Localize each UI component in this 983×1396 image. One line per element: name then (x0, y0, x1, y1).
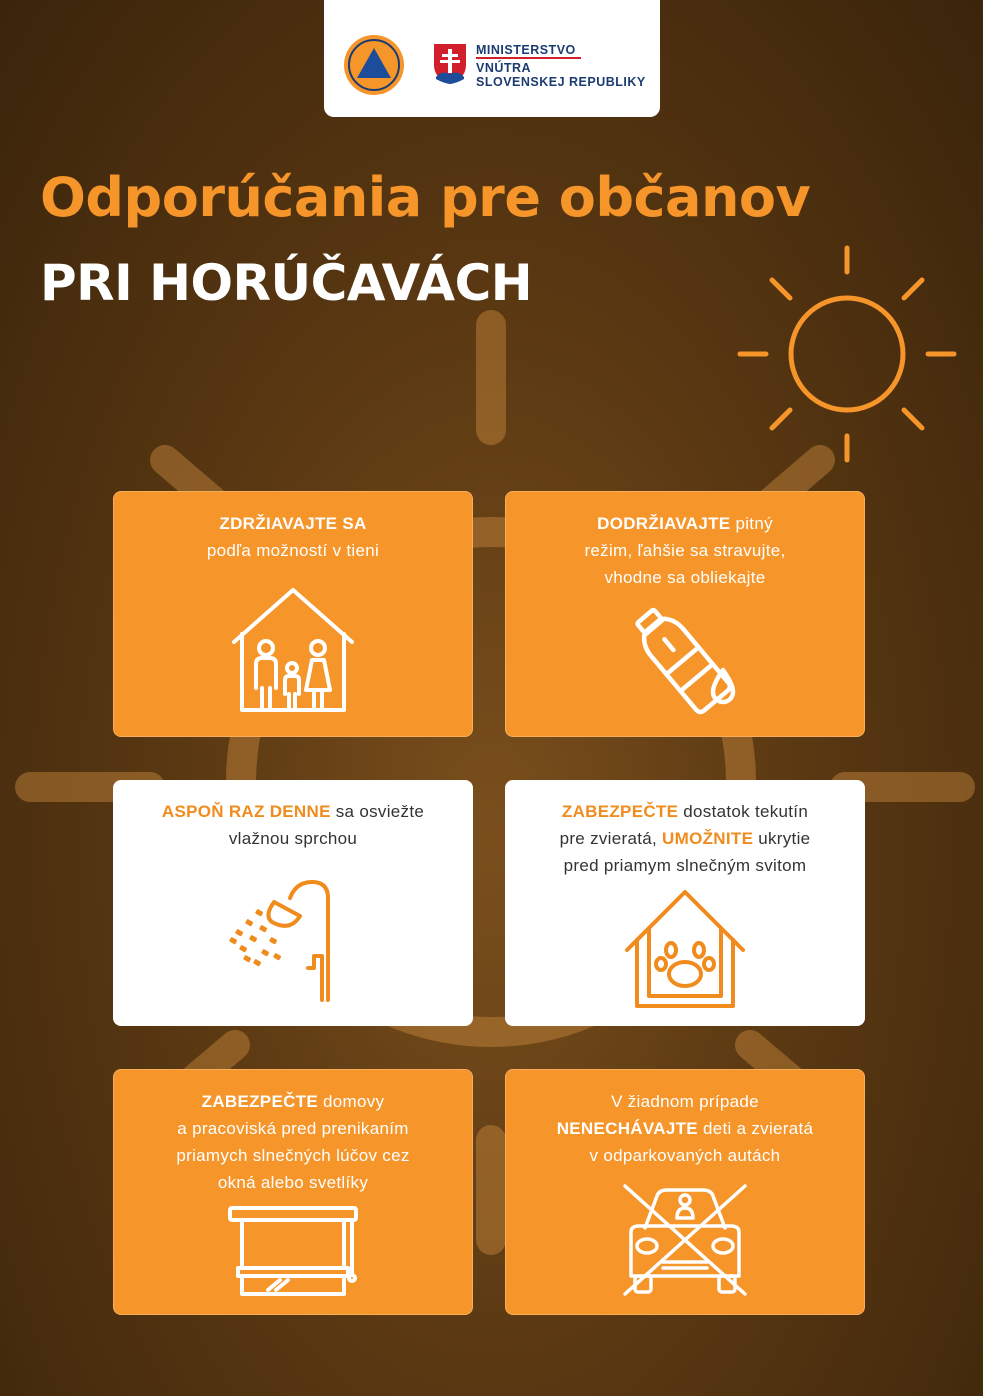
tip-rest: vlažnou sprchou (228, 829, 358, 848)
tip-bold: ASPOŇ RAZ DENNE (161, 802, 331, 821)
tip-rest: pitný (730, 514, 773, 533)
tip-rest: okná alebo svetlíky (217, 1173, 369, 1192)
tip-card-cars (505, 1069, 865, 1315)
tip-rest: deti a zvieratá (697, 1119, 814, 1138)
window-blind-icon (228, 1204, 358, 1298)
tip-bold: ZDRŽIAVAJTE SA (219, 514, 367, 533)
tip-bold: DODRŽIAVAJTE (597, 514, 731, 533)
tip-rest: v odparkovaných autách (589, 1146, 781, 1165)
water-bottle-icon (625, 596, 745, 716)
tip-rest: režim, ľahšie sa stravujte, (584, 541, 786, 560)
pet-house-icon (623, 888, 747, 1010)
tip-card-shower (113, 780, 473, 1026)
tip-text (506, 1088, 864, 1169)
tip-bold: UMOŽNITE (662, 829, 754, 848)
tip-card-pets (505, 780, 865, 1026)
tip-card-drinking (505, 491, 865, 737)
tip-text (505, 798, 865, 879)
ministry-name (476, 43, 646, 89)
ministry-line-1: MINISTERSTVO (476, 43, 581, 59)
tip-rest: sa osviežte (330, 802, 425, 821)
logo-header (324, 0, 660, 117)
ministry-line-3: SLOVENSKEJ REPUBLIKY (476, 75, 646, 89)
tip-rest: V žiadnom prípade (611, 1092, 759, 1111)
tip-card-shade (113, 491, 473, 737)
civil-protection-logo-icon (343, 34, 405, 96)
tip-text (113, 798, 473, 852)
sun-icon (736, 244, 958, 466)
tip-rest: vhodne sa obliekajte (604, 568, 766, 587)
page-subtitle: PRI HORÚČAVÁCH (40, 254, 533, 312)
tip-rest: dostatok tekutín (678, 802, 809, 821)
page-title: Odporúčania pre občanov (40, 166, 811, 229)
tip-rest: domovy (317, 1092, 385, 1111)
tip-rest: priamych slnečných lúčov cez (176, 1146, 410, 1165)
tip-text (114, 1088, 472, 1196)
tip-text (506, 510, 864, 591)
tip-rest: pred priamym slnečným svitom (563, 856, 807, 875)
tip-card-windows (113, 1069, 473, 1315)
tip-rest: pre zvieratá, (559, 829, 663, 848)
house-family-icon (228, 584, 358, 714)
ministry-line-2: VNÚTRA (476, 61, 532, 75)
no-child-in-car-icon (615, 1182, 755, 1300)
tip-text (114, 510, 472, 564)
tip-rest: a pracoviská pred prenikaním (177, 1119, 409, 1138)
tip-bold: NENECHÁVAJTE (556, 1119, 698, 1138)
tip-rest: podľa možností v tieni (206, 541, 380, 560)
tip-rest: ukrytie (753, 829, 811, 848)
tip-bold: ZABEZPEČTE (201, 1092, 318, 1111)
tip-bold: ZABEZPEČTE (561, 802, 679, 821)
shower-icon (216, 876, 346, 1006)
slovak-coat-of-arms-icon (433, 43, 467, 85)
